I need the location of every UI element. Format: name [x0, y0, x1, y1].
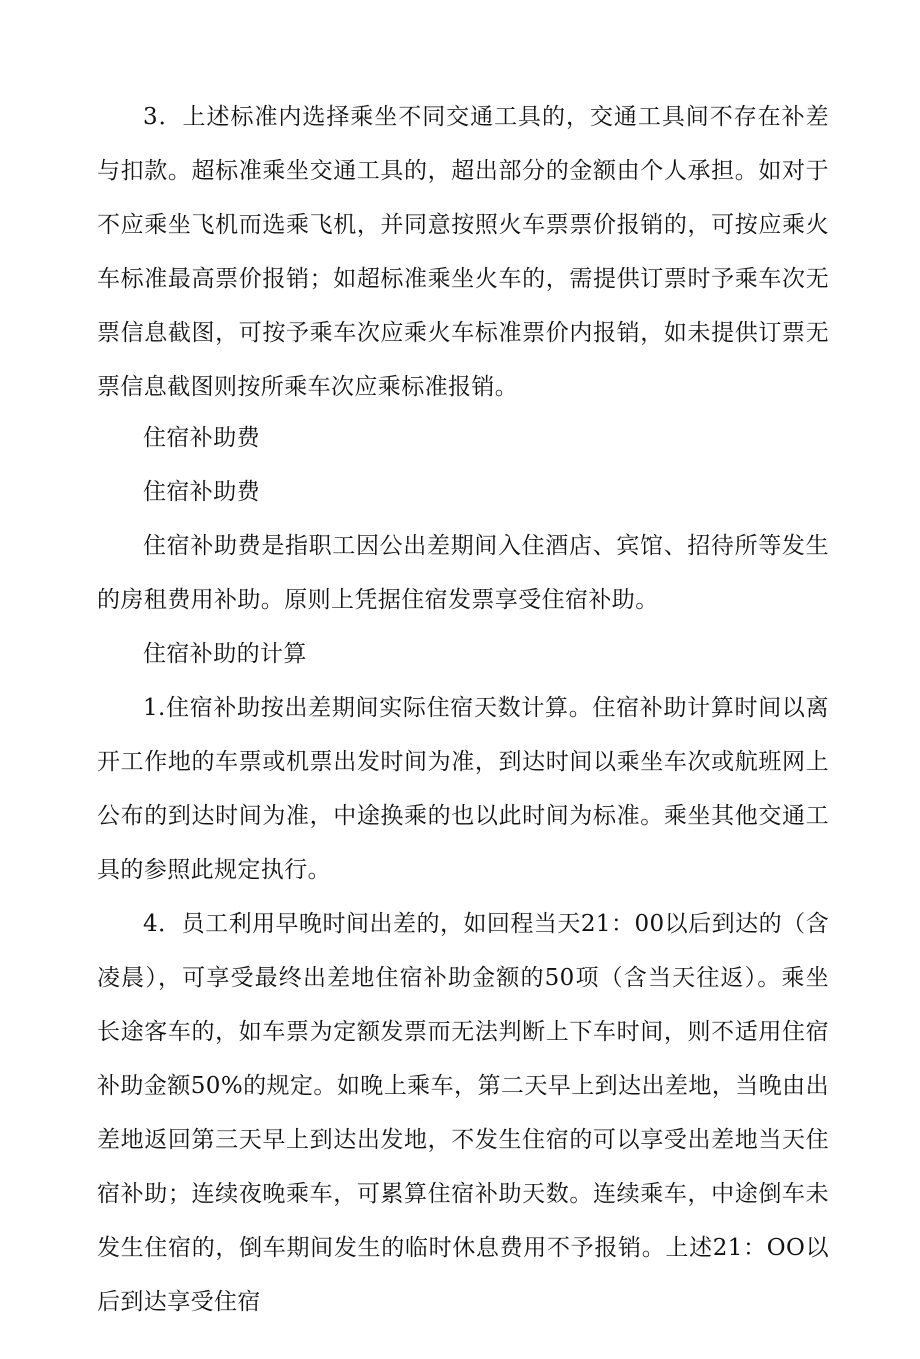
subsection-heading-accommodation-allowance: 住宿补助费 [143, 479, 260, 505]
heading-accommodation-calculation: 住宿补助的计算 [143, 641, 307, 667]
section-heading-accommodation-allowance: 住宿补助费 [143, 425, 260, 451]
paragraph-transport-standard: 3．上述标准内选择乘坐不同交通工具的，交通工具间不存在补差与扣款。超标准乘坐交通工具的，超出部分的金额由个人承担。如对于不应乘坐飞机而选乘飞机，并同意按照火车票票价报销的，可按应乘火车标准最高票价报销；如超标准乘坐火车的，需提供订票时予乘车次无票信息截图，可按予乘车次应乘火车标准票价内报销，如未提供订票无票信息截图则按所乘车次应乘标准报销。 [97, 104, 829, 400]
paragraph-accommodation-definition: 住宿补助费是指职工因公出差期间入住酒店、宾馆、招待所等发生的房租费用补助。原则上凭据住宿发票享受住宿补助。 [97, 533, 829, 613]
paragraph-calculation-rule-1: 1.住宿补助按出差期间实际住宿天数计算。住宿补助计算时间以离开工作地的车票或机票出发时间为准，到达时间以乘坐车次或航班网上公布的到达时间为准，中途换乘的也以此时间为标准。乘坐其他交通工具的参照此规定执行。 [97, 695, 829, 883]
paragraph-rule-4-early-late-travel: 4．员工利用早晚时间出差的，如回程当天21：00以后到达的（含凌晨），可享受最终出差地住宿补助金额的50项（含当天往返）。乘坐长途客车的，如车票为定额发票而无法判断上下车时间，则不适用住宿补助金额50%的规定。如晚上乘车，第二天早上到达出差地，当晚由出差地返回第三天早上到达出发地，不发生住宿的可以享受出差地当天住宿补助；连续夜晚乘车，可累算住宿补助天数。连续乘车，中途倒车未发生住宿的，倒车期间发生的临时休息费用不予报销。上述21：OO以后到达享受住宿 [97, 911, 829, 1315]
